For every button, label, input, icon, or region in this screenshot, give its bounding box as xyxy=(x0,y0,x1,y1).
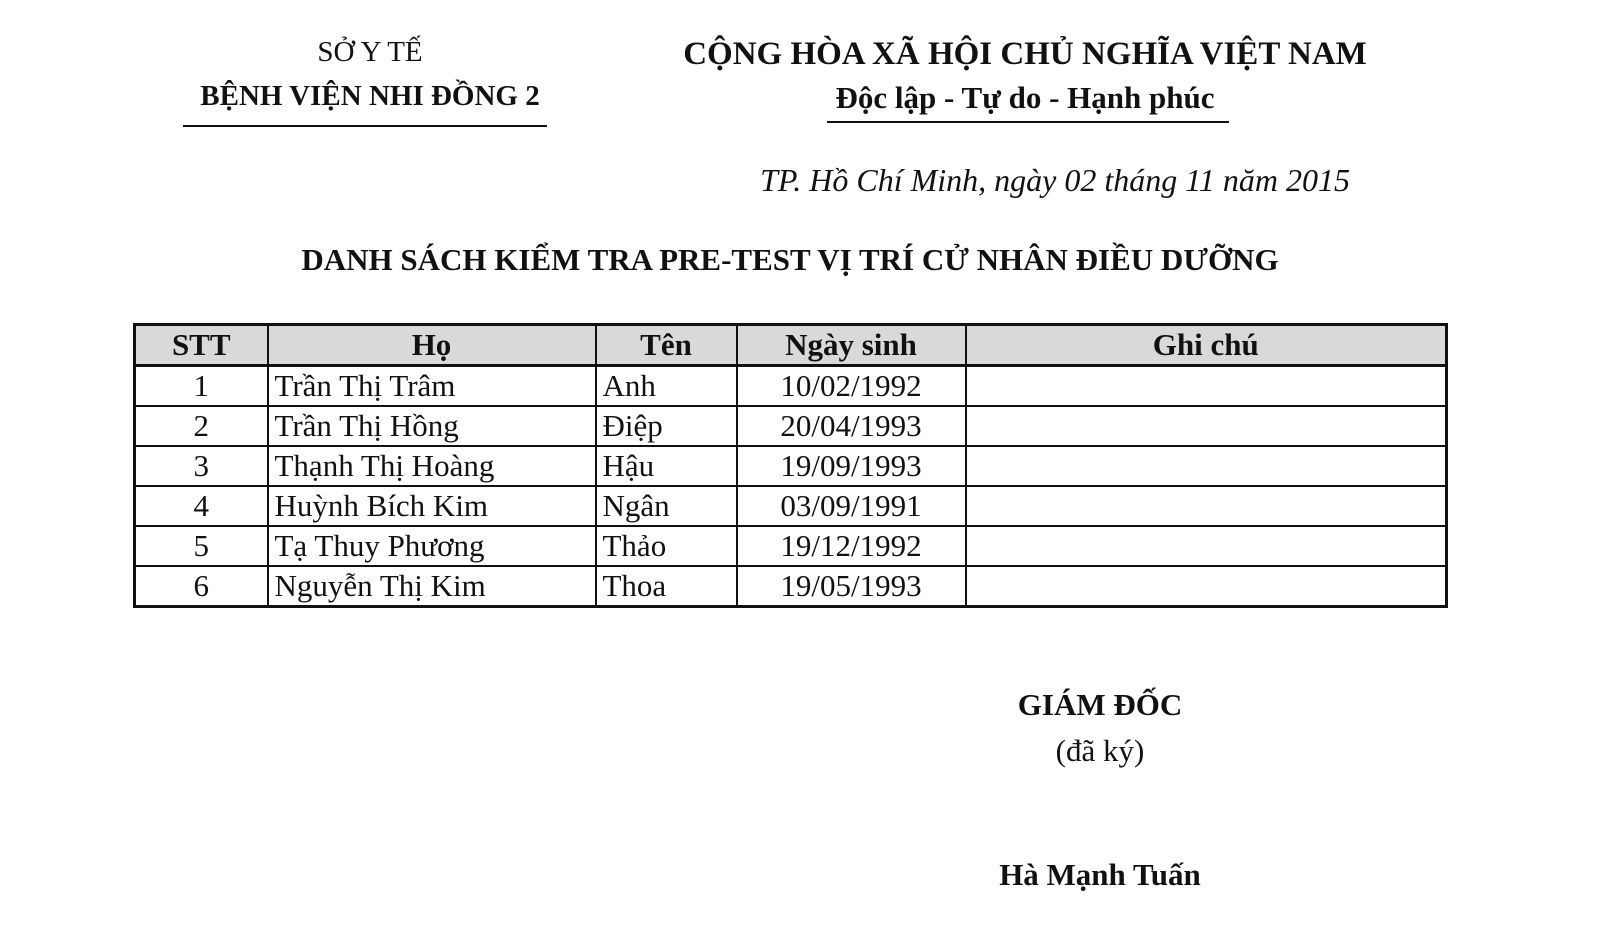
cell-ten: Thoa xyxy=(596,566,737,607)
header-stt: STT xyxy=(135,325,268,366)
cell-ho: Huỳnh Bích Kim xyxy=(268,486,596,526)
cell-ten: Thảo xyxy=(596,526,737,566)
table-row xyxy=(135,366,1447,407)
cell-ngay-sinh: 19/05/1993 xyxy=(737,566,966,607)
cell-ghi-chu xyxy=(966,486,1447,526)
issuer-header xyxy=(120,34,620,114)
signature-block xyxy=(900,685,1300,771)
table-row xyxy=(135,446,1447,486)
header-ten: Tên xyxy=(596,325,737,366)
national-motto: Độc lập - Tự do - Hạnh phúc xyxy=(835,80,1215,115)
signer-title: GIÁM ĐỐC xyxy=(1017,687,1183,722)
cell-ho: Thạnh Thị Hoàng xyxy=(268,446,596,486)
cell-ngay-sinh: 10/02/1992 xyxy=(737,366,966,407)
cell-ho: Trần Thị Trâm xyxy=(268,366,596,407)
cell-ngay-sinh: 03/09/1991 xyxy=(737,486,966,526)
cell-ten: Điệp xyxy=(596,406,737,446)
header-ghi-chu: Ghi chú xyxy=(966,325,1447,366)
header-ngay-sinh: Ngày sinh xyxy=(737,325,966,366)
cell-stt: 4 xyxy=(135,486,268,526)
cell-stt: 1 xyxy=(135,366,268,407)
signer-name: Hà Mạnh Tuấn xyxy=(999,857,1201,892)
cell-ngay-sinh: 19/09/1993 xyxy=(737,446,966,486)
cell-ghi-chu xyxy=(966,366,1447,407)
table-row xyxy=(135,526,1447,566)
cell-ghi-chu xyxy=(966,566,1447,607)
issuer-underline xyxy=(183,125,547,127)
header-ho: Họ xyxy=(268,325,596,366)
cell-ho: Nguyễn Thị Kim xyxy=(268,566,596,607)
cell-ngay-sinh: 20/04/1993 xyxy=(737,406,966,446)
national-header xyxy=(630,34,1420,118)
hospital-name: BỆNH VIỆN NHI ĐỒNG 2 xyxy=(200,80,540,112)
cell-stt: 5 xyxy=(135,526,268,566)
cell-ghi-chu xyxy=(966,406,1447,446)
signed-note: (đã ký) xyxy=(1055,733,1145,768)
ministry-name: SỞ Y TẾ xyxy=(317,36,423,68)
candidate-table xyxy=(133,323,1448,608)
table-row xyxy=(135,406,1447,446)
cell-ngay-sinh: 19/12/1992 xyxy=(737,526,966,566)
document-title: DANH SÁCH KIỂM TRA PRE-TEST VỊ TRÍ CỬ NHÂN ĐIỀU DƯỠNG xyxy=(301,242,1279,277)
cell-stt: 6 xyxy=(135,566,268,607)
cell-ten: Ngân xyxy=(596,486,737,526)
republic-name: CỘNG HÒA XÃ HỘI CHỦ NGHĨA VIỆT NAM xyxy=(683,36,1367,72)
cell-ten: Hậu xyxy=(596,446,737,486)
cell-ho: Trần Thị Hồng xyxy=(268,406,596,446)
table-row xyxy=(135,486,1447,526)
cell-ho: Tạ Thuy Phương xyxy=(268,526,596,566)
cell-ten: Anh xyxy=(596,366,737,407)
table-header-row xyxy=(135,325,1447,366)
cell-stt: 2 xyxy=(135,406,268,446)
date-line: TP. Hồ Chí Minh, ngày 02 tháng 11 năm 2015 xyxy=(760,162,1350,198)
cell-ghi-chu xyxy=(966,526,1447,566)
motto-underline xyxy=(827,121,1229,123)
table-row xyxy=(135,566,1447,607)
cell-ghi-chu xyxy=(966,446,1447,486)
cell-stt: 3 xyxy=(135,446,268,486)
